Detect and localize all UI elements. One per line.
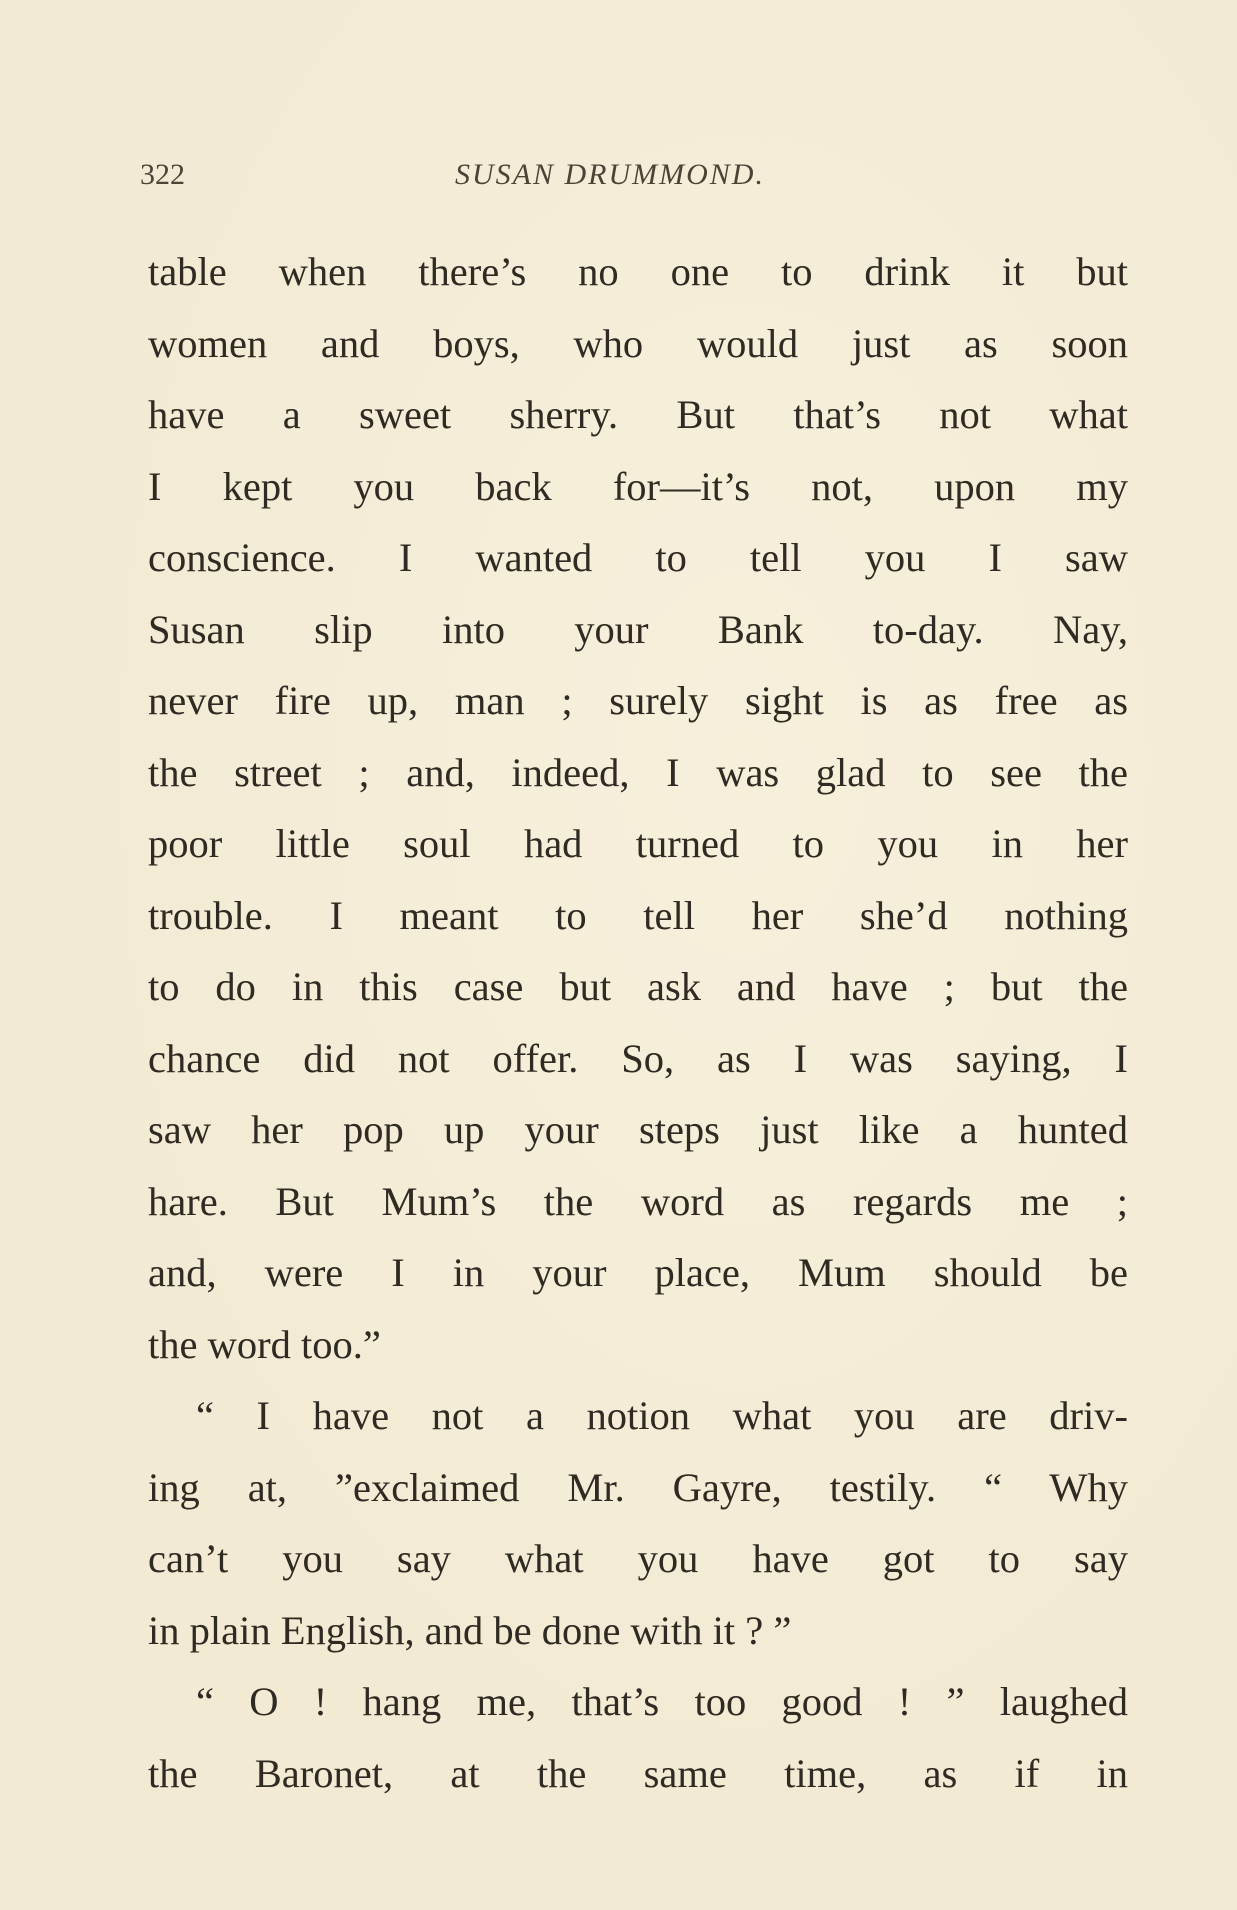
text-line-4: I kept you back for—it’s not, upon my <box>148 463 1128 509</box>
text-line-6: Susan slip into your Bank to-day. Nay, <box>148 606 1128 652</box>
text-line-15: and, were I in your place, Mum should be <box>148 1250 1128 1295</box>
text-line-16: the word too.” <box>148 1321 381 1367</box>
text-line-7: never fire up, man ; surely sight is as free as <box>148 678 1128 723</box>
body-text <box>148 236 1128 1809</box>
text-line-8: the street ; and, indeed, I was glad to see the <box>148 749 1128 795</box>
text-line-14: hare. But Mum’s the word as regards me ; <box>148 1178 1128 1224</box>
text-line-9: poor little soul had turned to you in her <box>148 821 1128 866</box>
text-line-19: can’t you say what you have got to say <box>148 1536 1128 1581</box>
text-line-18: ing at, ”exclaimed Mr. Gayre, testily. “ Why <box>148 1464 1128 1510</box>
running-head <box>140 158 1120 198</box>
text-line-21: “ O ! hang me, that’s too good ! ” laughed <box>196 1679 1128 1724</box>
page-number: 322 <box>140 158 185 191</box>
text-line-22: the Baronet, at the same time, as if in <box>148 1750 1128 1796</box>
text-line-2: women and boys, who would just as soon <box>148 320 1128 366</box>
text-line-3: have a sweet sherry. But that’s not what <box>148 392 1128 437</box>
text-line-1: table when there’s no one to drink it but <box>148 249 1128 294</box>
text-line-12: chance did not offer. So, as I was saying, I <box>148 1035 1128 1081</box>
text-line-17: “ I have not a notion what you are driv- <box>196 1393 1128 1438</box>
text-line-5: conscience. I wanted to tell you I saw <box>148 535 1128 580</box>
text-line-20: in plain English, and be done with it ? ” <box>148 1607 792 1653</box>
text-line-10: trouble. I meant to tell her she’d nothing <box>148 892 1128 938</box>
text-line-11: to do in this case but ask and have ; but the <box>148 964 1128 1009</box>
running-title: SUSAN DRUMMOND. <box>455 158 765 191</box>
text-line-13: saw her pop up your steps just like a hunted <box>148 1107 1128 1152</box>
